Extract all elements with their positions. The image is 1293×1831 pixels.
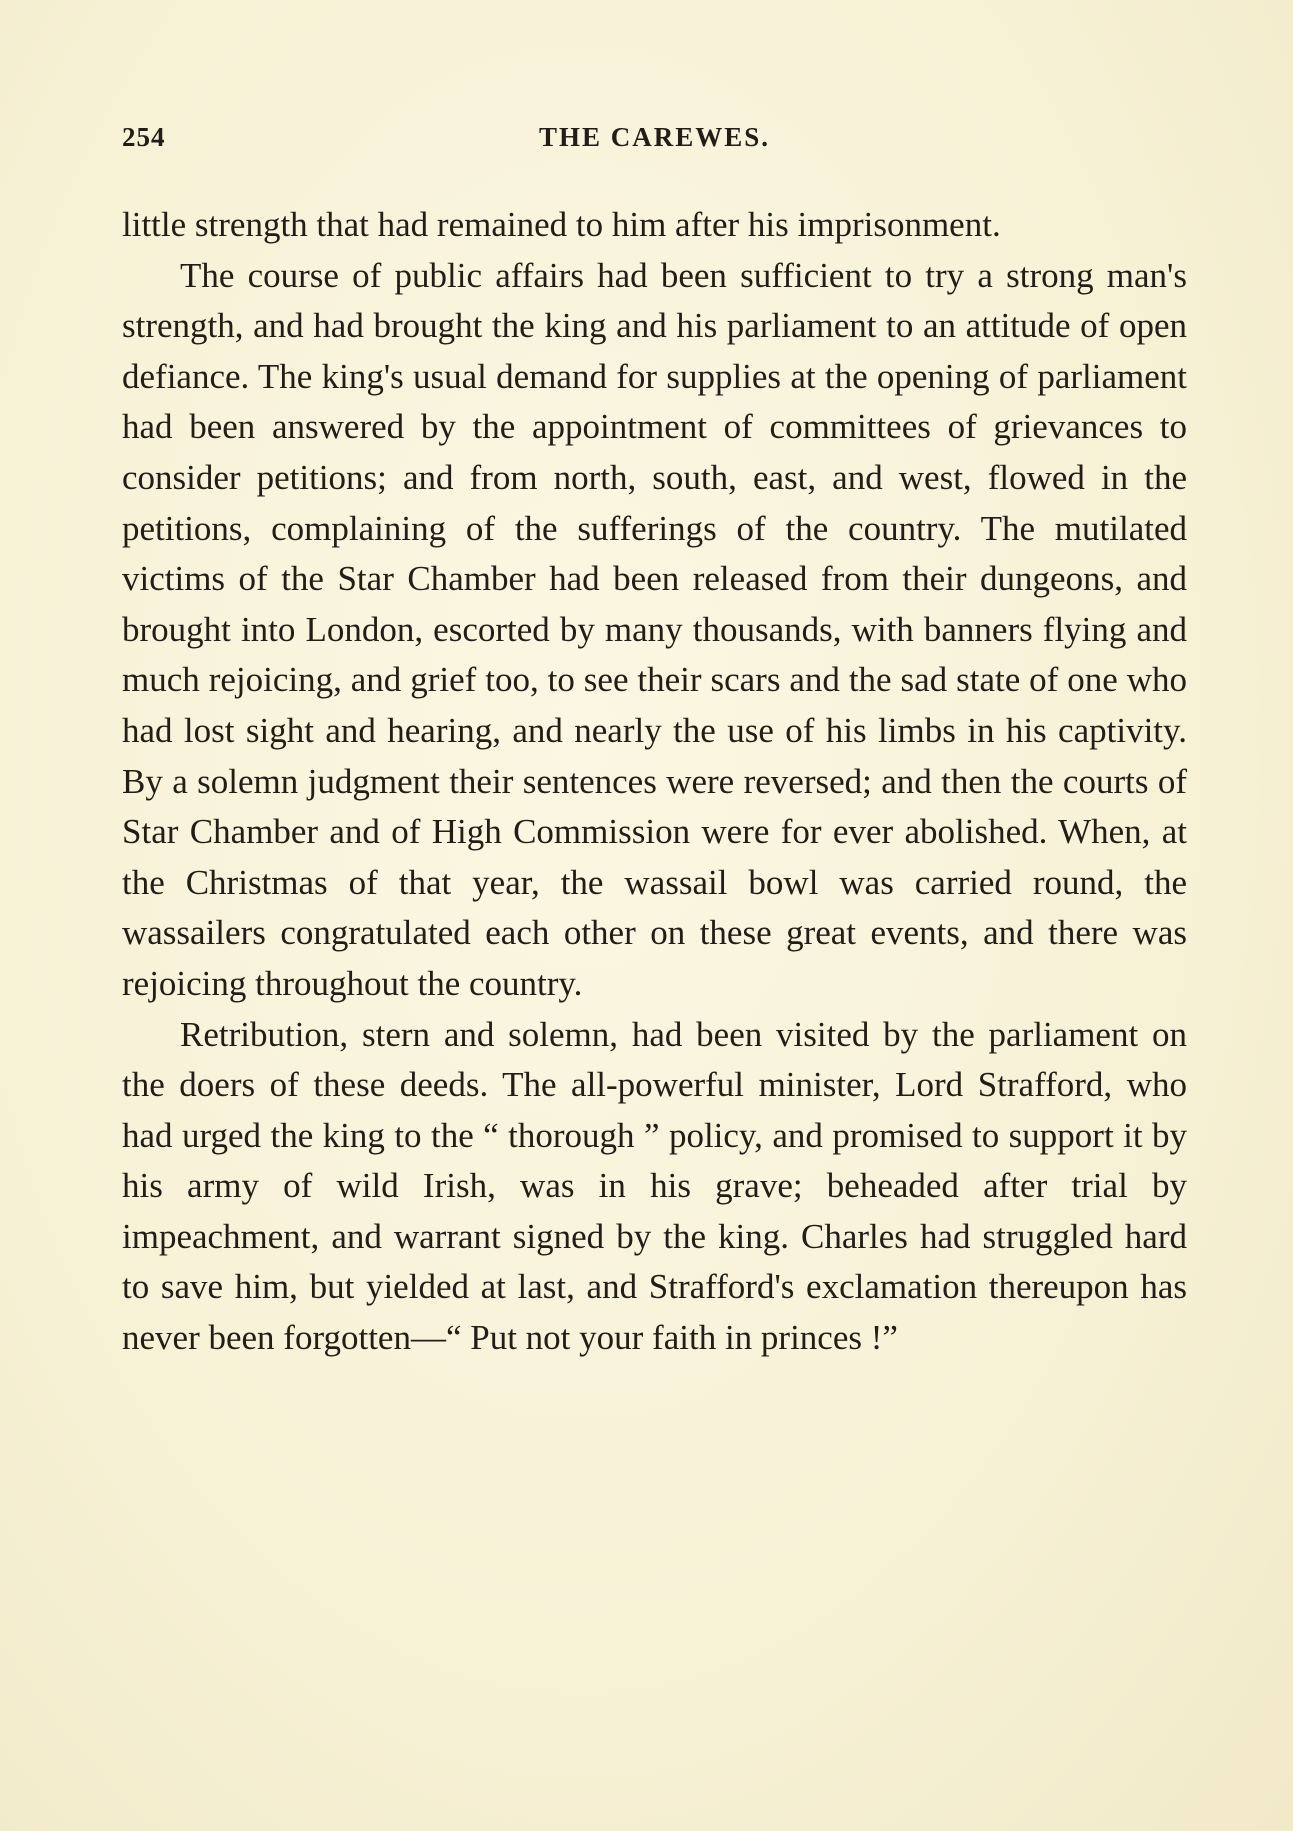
page-number: 254 <box>122 122 166 152</box>
running-head <box>122 122 1187 162</box>
running-title: THE CAREWES. <box>538 122 771 152</box>
paragraph-continuation: little strength that had remained to him after his imprisonment. <box>122 205 1001 244</box>
paragraph-retribution: Retribution, stern and solemn, had been visited by the parliament on the doers of these deeds. The all-powerful minister, Lord Strafford, who had urged the king to the “ thorough ” policy, and promised to support it by his army of wild Irish, was in his grave; beheaded after trial by impeachment, and warrant signed by the king. Charles had struggled hard to save him, but yielded at last, and Strafford's exclamation thereupon has never been forgotten—“ Put not your faith in princes !” <box>122 1014 1187 1358</box>
body-text <box>122 200 1187 1364</box>
paragraph-public-affairs: The course of public affairs had been sufficient to try a strong man's strength, and had brought the king and his parliament to an attitude of open defiance. The king's usual demand for supplies at the opening of parliament had been answered by the appointment of committees of grievances to consider petitions; and from north, south, east, and west, flowed in the petitions, complaining of the sufferings of the country. The mutilated victims of the Star Chamber had been released from their dungeons, and brought into London, escorted by many thousands, with banners flying and much rejoicing, and grief too, to see their scars and the sad state of one who had lost sight and hearing, and nearly the use of his limbs in his captivity. By a solemn judgment their sentences were reversed; and then the courts of Star Chamber and of High Commission were for ever abolished. When, at the Christmas of that year, the wassail bowl was carried round, the wassailers congratulated each other on these great events, and there was rejoicing throughout the country. <box>122 255 1187 1003</box>
